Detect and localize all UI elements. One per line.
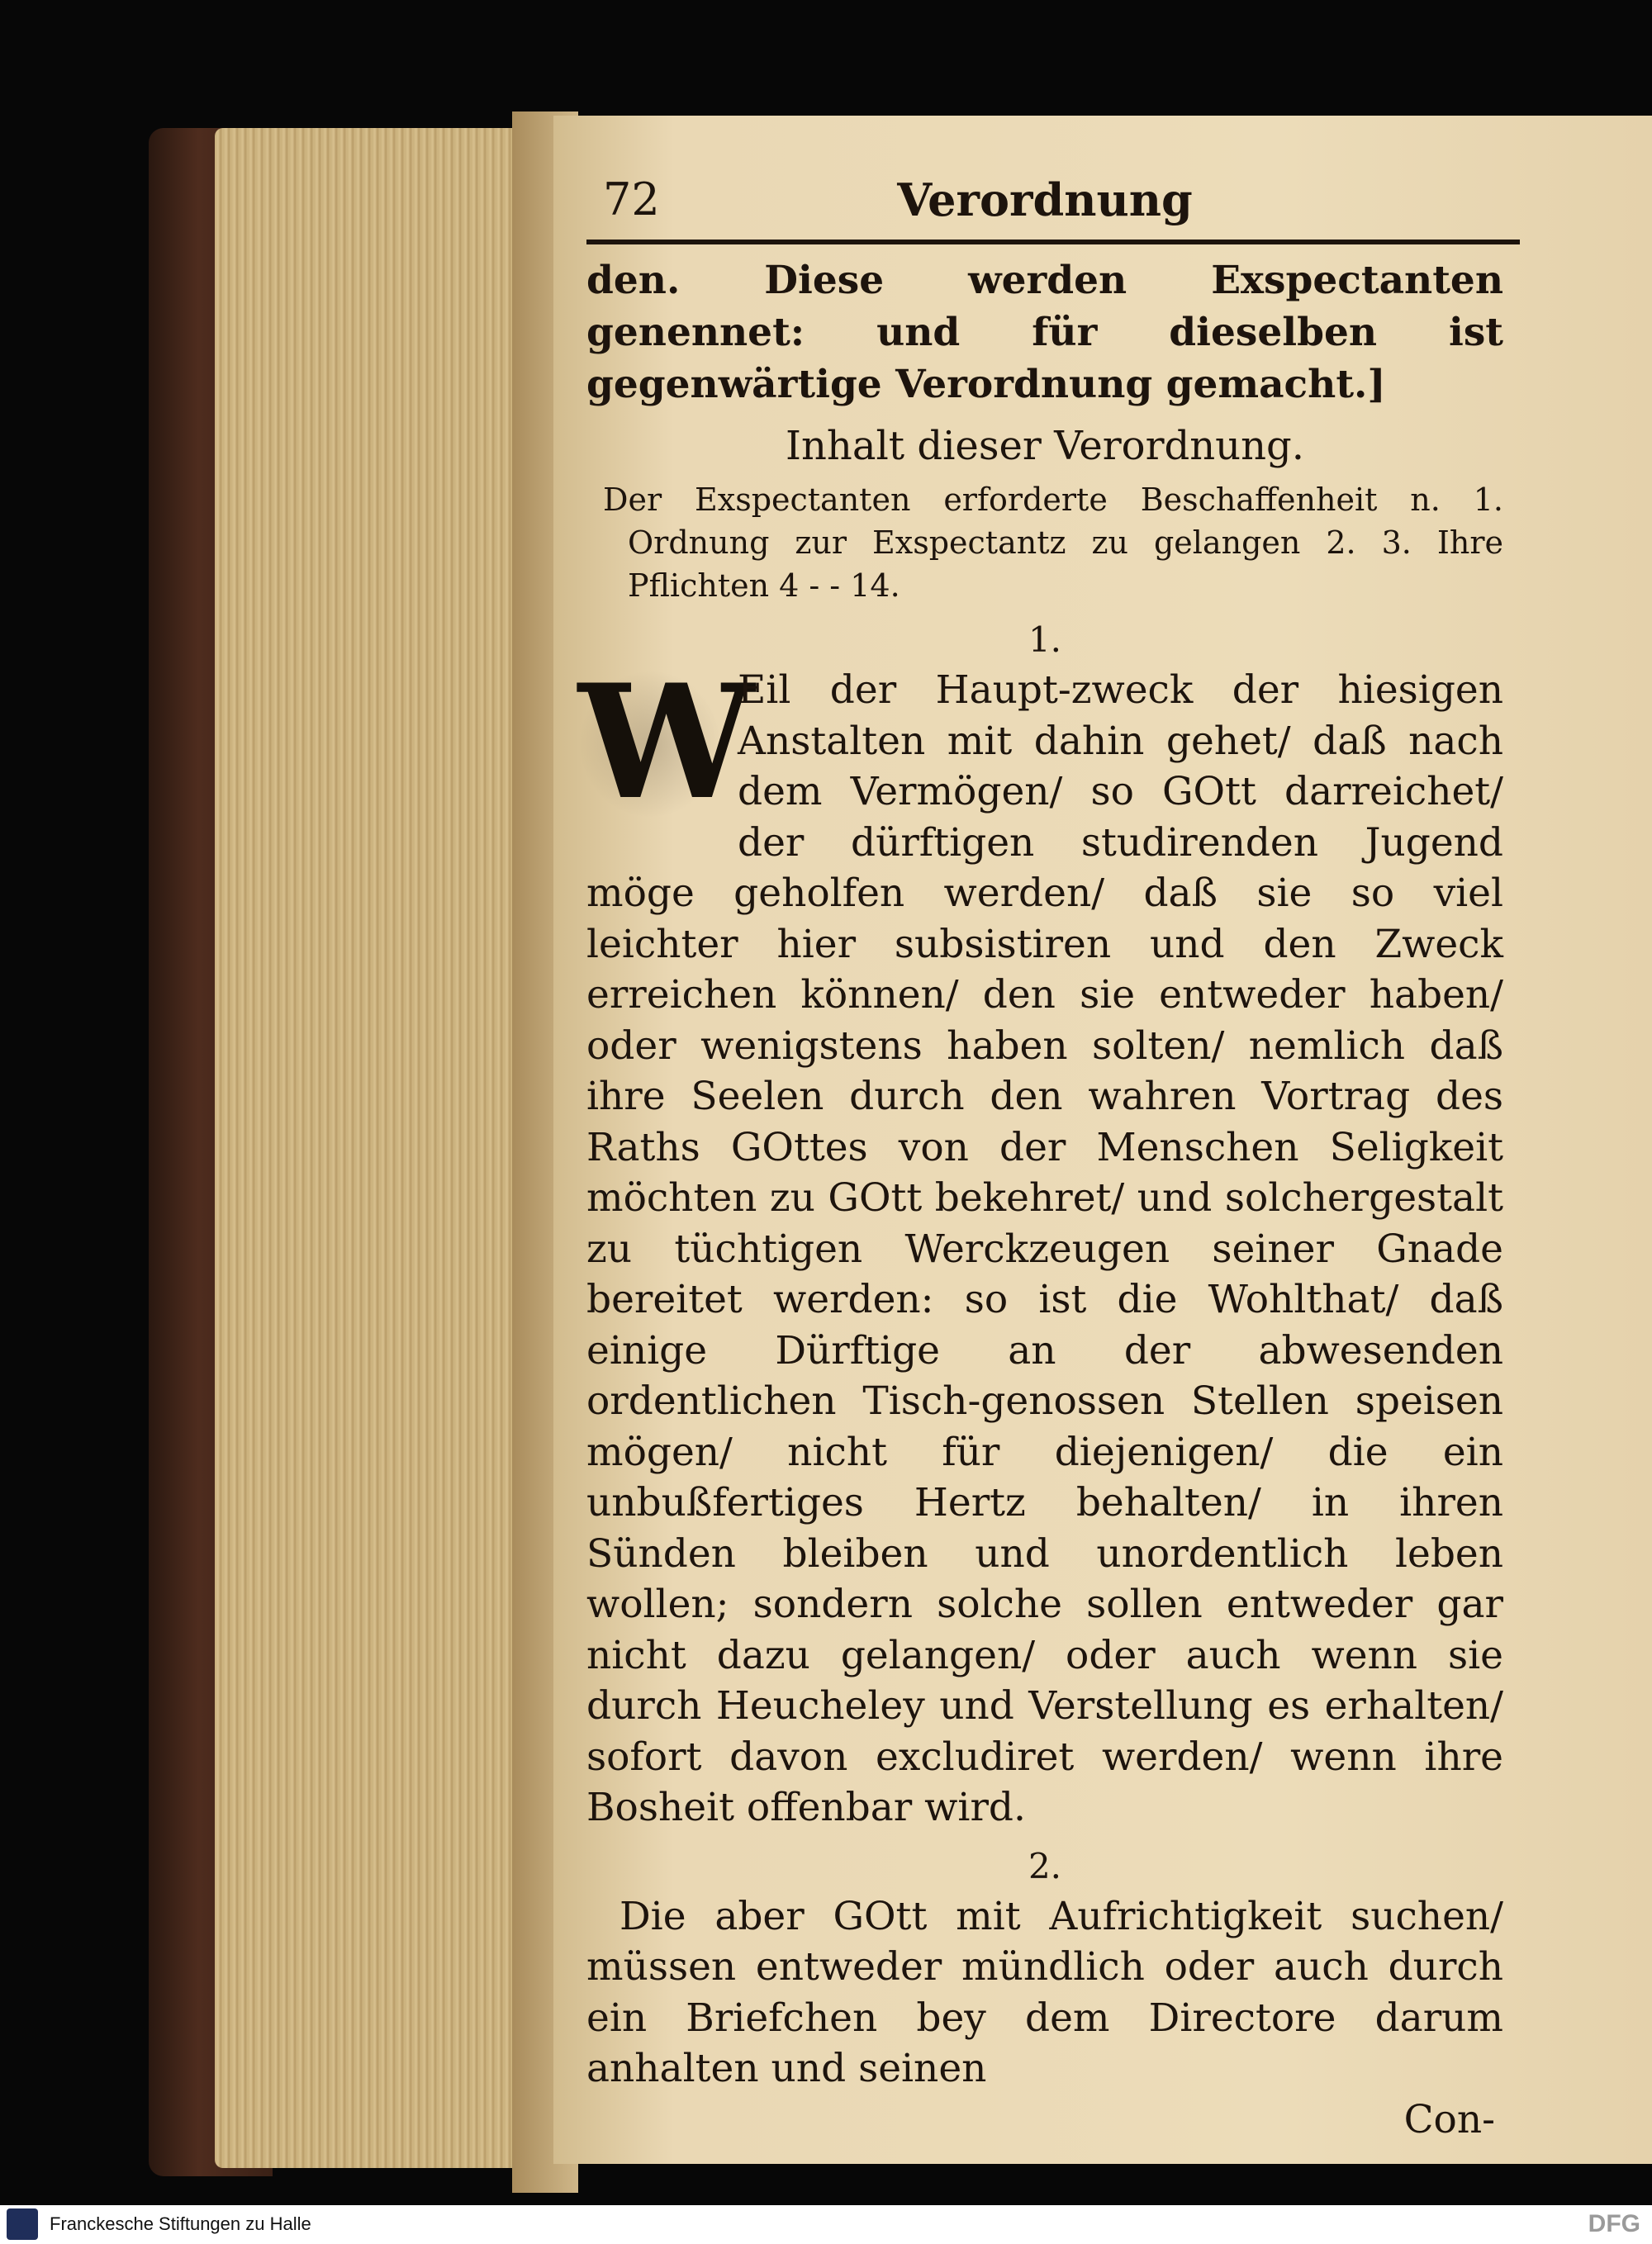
running-title: Verordnung [897, 173, 1193, 226]
institution-logo-icon [7, 2208, 38, 2240]
page-number: 72 [603, 173, 660, 225]
contents-text: Der Exspectanten erforderte Beschaffenheit n. 1. Ordnung zur Exspectantz zu gelangen 2. 3. Ihre Pflichten 4 - - 14. [603, 482, 1503, 604]
section-number: 2. [1028, 1845, 1062, 1886]
page-header [586, 173, 1503, 240]
section-text: Eil der Haupt-zweck der hiesigen Anstalten mit dahin gehet/ daß nach dem Vermögen/ so GOtt darreichet/ der dürftigen studirenden Jugend möge geholfen werden/ daß sie so viel leichter hier subsistiren und den Zweck erreichen können/ den sie entweder haben/ oder wenigstens haben solten/ nemlich daß ihre Seelen durch den wahren Vortrag des Raths GOttes von der Menschen Seligkeit möchten zu GOtt bekehret/ und solchergestalt zu tüchtigen Werckzeugen seiner Gnade bereitet werden: so ist die Wohlthat/ daß einige Dürftige an der abwesenden ordentlichen Tisch-genossen Stellen speisen mögen/ nicht für diejenigen/ die ein unbußfertiges Hertz behalten/ in ihren Sünden bleiben und unordentlich leben wollen; sondern solche sollen entweder gar nicht dazu gelangen/ oder auch wenn sie durch Heucheley und Verstellung es erhalten/ sofort davon excludiret werden/ wenn ihre Bosheit offenbar wird. [586, 667, 1503, 1830]
dfg-logo: DFG [1588, 2210, 1640, 2237]
page-edges [215, 128, 545, 2168]
section-number: 1. [1028, 619, 1062, 660]
header-rule [586, 240, 1520, 244]
continuation-text: den. Diese werden Exspectanten genennet: und für dieselben ist gegenwärtige Verordnung gemacht.] [586, 258, 1503, 407]
page-text [578, 173, 1503, 2145]
section-text: Die aber GOtt mit Aufrichtigkeit suchen/ müssen entweder mündlich oder auch durch ein Briefchen bey dem Directore darum anhalten und seinen [586, 1893, 1503, 2091]
section-paragraph [578, 650, 1503, 1834]
institution-name: Franckesche Stiftungen zu Halle [50, 2213, 311, 2234]
decorated-initial: W [578, 650, 755, 834]
footer-bar [0, 2205, 1652, 2244]
catchword: Con- [1403, 2096, 1495, 2142]
contents-title: Inhalt dieser Verordnung. [786, 423, 1304, 469]
